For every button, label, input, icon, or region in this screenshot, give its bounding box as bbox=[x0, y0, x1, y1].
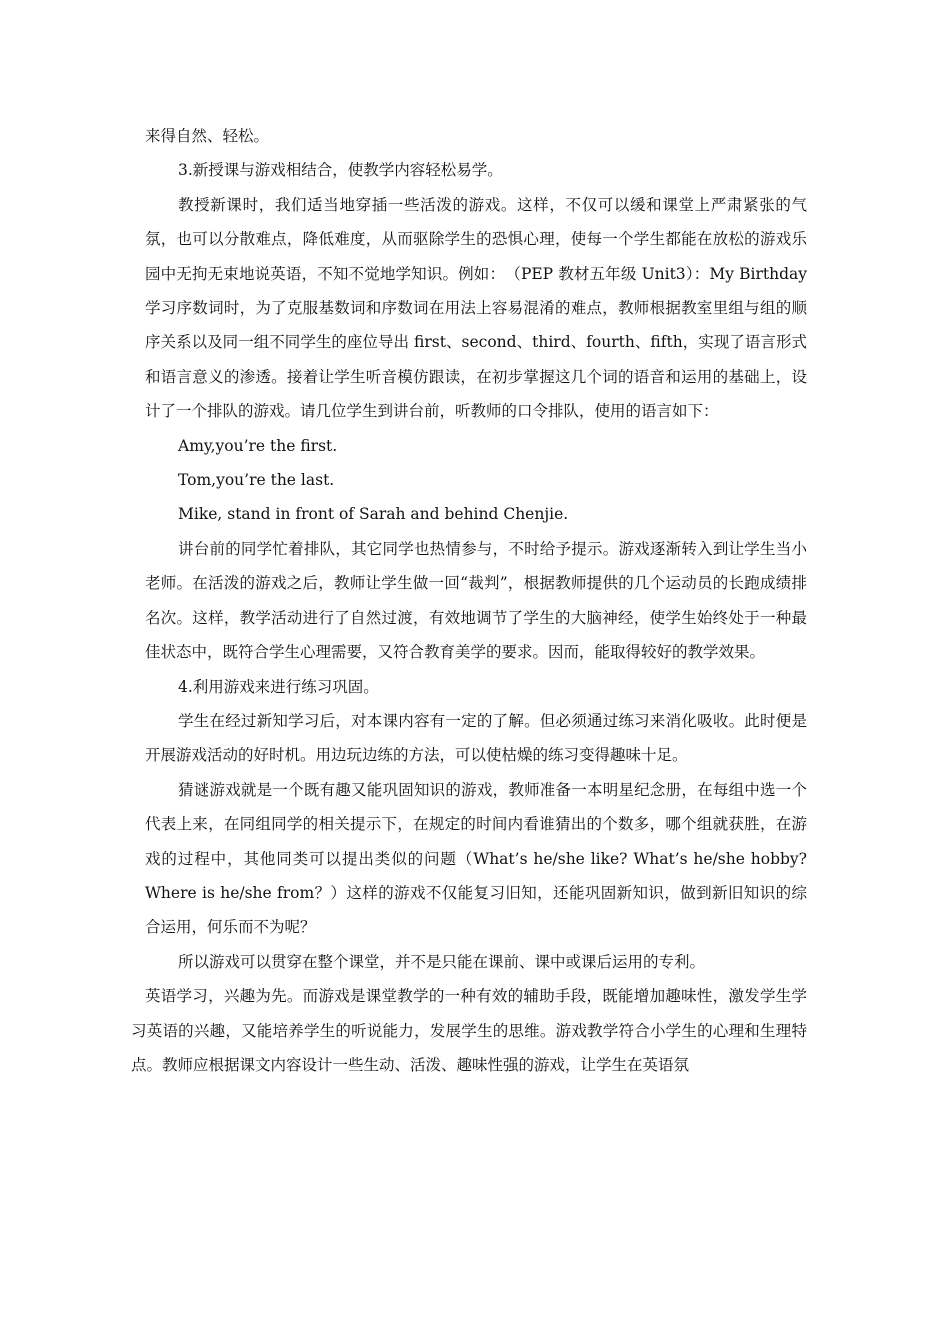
document-body bbox=[131, 119, 807, 1082]
paragraph-new-lesson-games: 教授新课时，我们适当地穿插一些活泼的游戏。这样，不仅可以缓和课堂上严肃紧张的气氛，也可以分散难点，降低难度，从而驱除学生的恐惧心理，使每一个学生都能在放松的游戏乐园中无拘无束地说英语，不知不觉地学知识。例如： （PEP 教材五年级 Unit3）：My Birthday 学习序数词时，为了克服基数词和序数词在用法上容易混淆的难点，教师根据教室里组与组的顺序关系以及同一组不同学生的座位导出 first、second、third、fourth、fifth，实现了语言形式和语言意义的渗透。接着让学生听音模仿跟读，在初步掌握这几个词的语音和运用的基础上，设计了一个排队的游戏。请几位学生到讲台前，听教师的口令排队，使用的语言如下： bbox=[145, 195, 807, 421]
section-heading-4: 4.利用游戏来进行练习巩固。 bbox=[178, 677, 379, 696]
paragraph-practice: 学生在经过新知学习后，对本课内容有一定的了解。但必须通过练习来消化吸收。此时便是开展游戏活动的好时机。用边玩边练的方法，可以使枯燥的练习变得趣味十足。 bbox=[145, 711, 807, 765]
paragraph-conclusion: 英语学习，兴趣为先。而游戏是课堂教学的一种有效的辅助手段，既能增加趣味性，激发学生学习英语的兴趣，又能培养学生的听说能力，发展学生的思维。游戏教学符合小学生的心理和生理特点。教师应根据课文内容设计一些生动、活泼、趣味性强的游戏，让学生在英语氛 bbox=[131, 987, 807, 1074]
example-line-tom: Tom,you’re the last. bbox=[178, 471, 335, 490]
example-line-mike: Mike, stand in front of Sarah and behind Chenjie. bbox=[178, 505, 569, 524]
example-line-amy: Amy,you’re the first. bbox=[178, 436, 338, 455]
paragraph-summary: 所以游戏可以贯穿在整个课堂，并不是只能在课前、课中或课后运用的专利。 bbox=[178, 952, 706, 971]
paragraph-guessing-game: 猜谜游戏就是一个既有趣又能巩固知识的游戏，教师准备一本明星纪念册，在每组中选一个代表上来，在同组同学的相关提示下，在规定的时间内看谁猜出的个数多，哪个组就获胜，在游戏的过程中，其他同类可以提出类似的问题（What’s he/she like? What’s he/she hobby? Where is he/she from？）这样的游戏不仅能复习旧知，还能巩固新知识，做到新旧知识的综合运用，何乐而不为呢？ bbox=[145, 780, 807, 937]
paragraph-lineup-effect: 讲台前的同学忙着排队，其它同学也热情参与，不时给予提示。游戏逐渐转入到让学生当小老师。在活泼的游戏之后，教师让学生做一回“裁判”，根据教师提供的几个运动员的长跑成绩排名次。这样，教学活动进行了自然过渡，有效地调节了学生的大脑神经，使学生始终处于一种最佳状态中，既符合学生心理需要，又符合教育美学的要求。因而，能取得较好的教学效果。 bbox=[145, 539, 807, 662]
section-heading-3: 3.新授课与游戏相结合，使教学内容轻松易学。 bbox=[178, 161, 503, 180]
paragraph-continuation: 来得自然、轻松。 bbox=[145, 127, 270, 145]
